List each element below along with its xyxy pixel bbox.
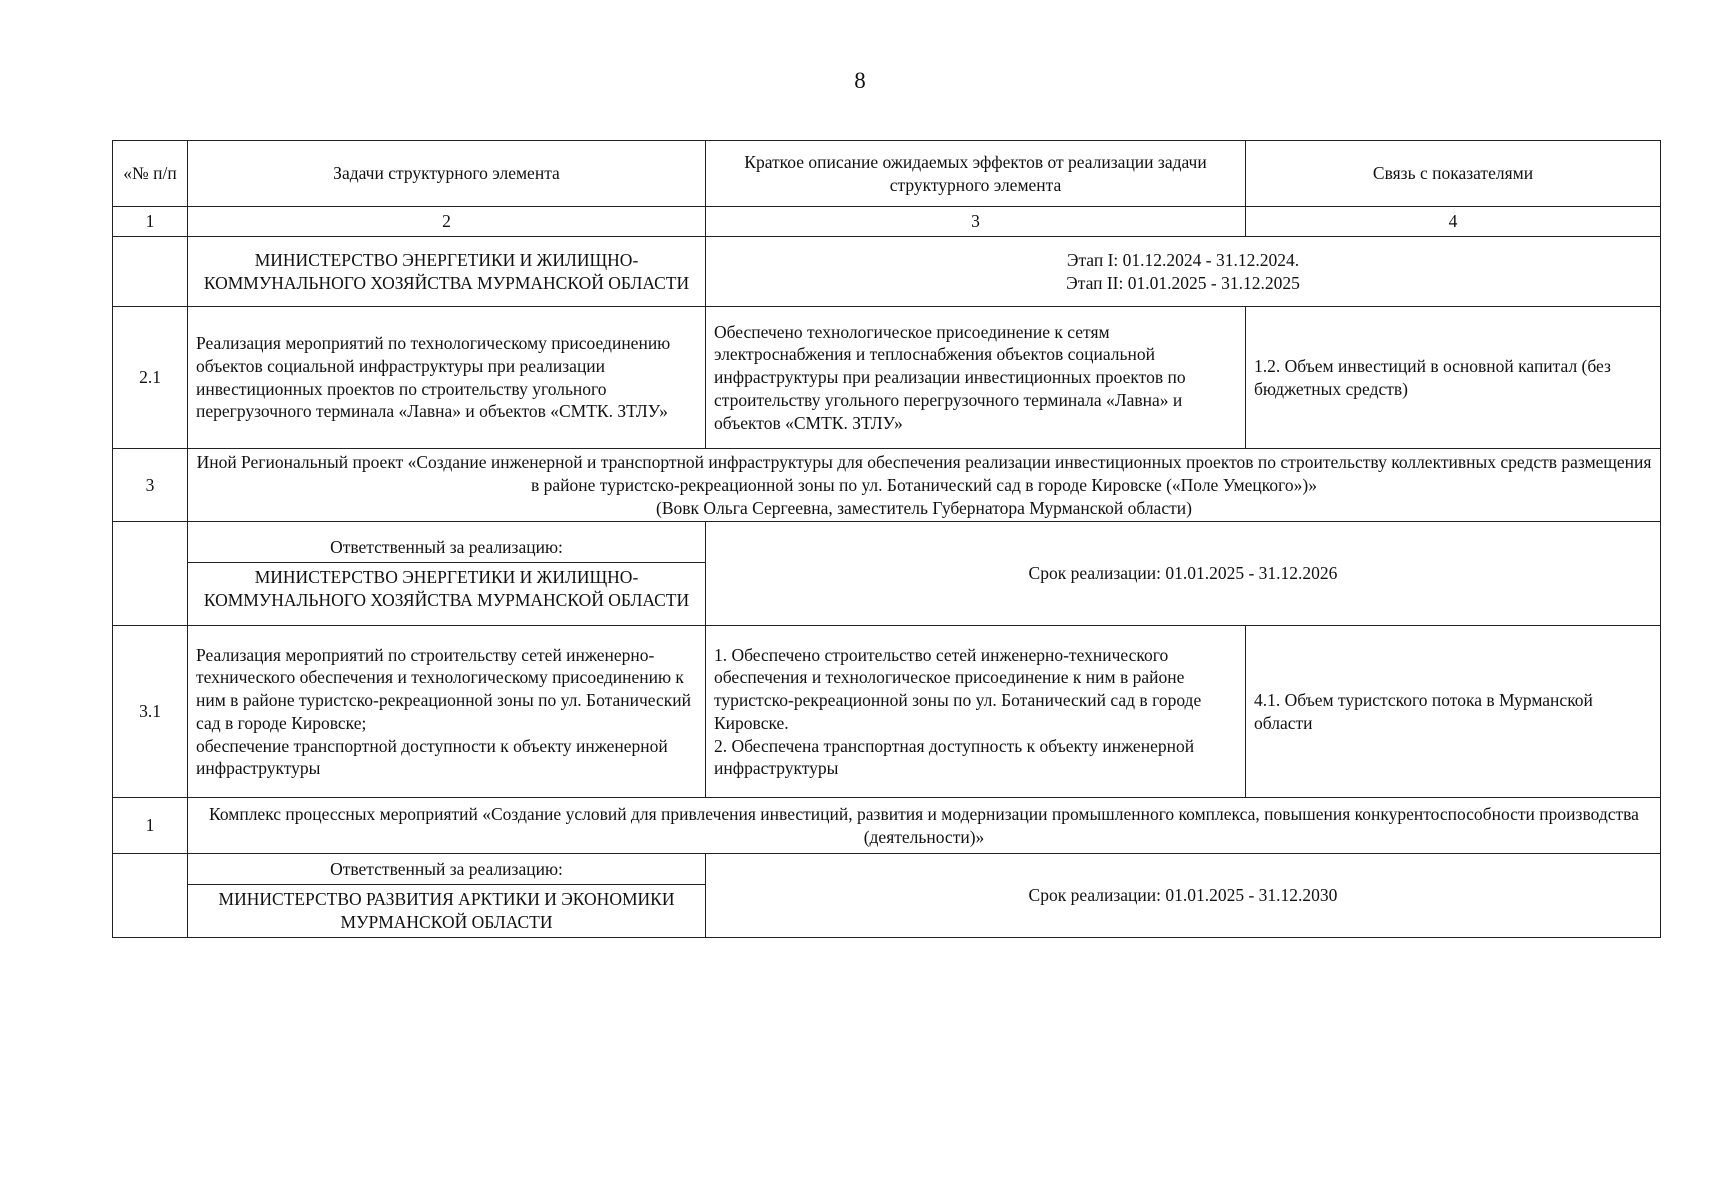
table-header-row — [113, 141, 1661, 207]
effect-cell — [706, 626, 1246, 798]
empty-number-cell — [113, 237, 188, 307]
term-cell: Срок реализации: 01.01.2025 - 31.12.2030 — [706, 854, 1661, 938]
task-line: обеспечение транспортной доступности к объекту инженерной инфраструктуры — [196, 735, 668, 779]
column-number: 3 — [706, 207, 1246, 237]
responsible-label: Ответственный за реализацию: — [188, 855, 705, 885]
indicator-cell: 1.2. Объем инвестиций в основной капитал (без бюджетных средств) — [1246, 307, 1661, 449]
row-number: 1 — [113, 798, 188, 854]
header-number-cell: «№ п/п — [113, 141, 188, 207]
section-row — [113, 237, 1661, 307]
stage-2: Этап II: 01.01.2025 - 31.12.2025 — [1066, 272, 1300, 293]
stages-cell — [706, 237, 1661, 307]
complex-row — [113, 798, 1661, 854]
responsible-cell — [188, 522, 706, 626]
empty-number-cell — [113, 522, 188, 626]
header-effects-cell: Краткое описание ожидаемых эффектов от реализации задачи структурного элемента — [706, 141, 1246, 207]
project-row — [113, 449, 1661, 522]
page-number: 8 — [854, 68, 866, 93]
column-number: 1 — [113, 207, 188, 237]
responsible-cell — [188, 854, 706, 938]
effect-line: 1. Обеспечено строительство сетей инженерно-технического обеспечения и технологическое присоединение к ним в районе туристско-рекреационной зоны по ул. Ботанический сад в городе Кировске. — [714, 644, 1202, 733]
row-number: 2.1 — [113, 307, 188, 449]
section-row — [113, 522, 1661, 626]
table-row — [113, 307, 1661, 449]
header-indicators-cell: Связь с показателями — [1246, 141, 1661, 207]
column-number: 2 — [188, 207, 706, 237]
task-cell — [188, 626, 706, 798]
column-number: 4 — [1246, 207, 1661, 237]
empty-number-cell — [113, 854, 188, 938]
row-number: 3 — [113, 449, 188, 522]
ministry-name: МИНИСТЕРСТВО ЭНЕРГЕТИКИ И ЖИЛИЩНО-КОММУНАЛЬНОГО ХОЗЯЙСТВА МУРМАНСКОЙ ОБЛАСТИ — [203, 566, 690, 610]
structural-elements-table — [112, 140, 1661, 938]
task-cell: Реализация мероприятий по технологическому присоединению объектов социальной инфраструктуры при реализации инвестиционных проектов по строительству угольного перегрузочного терминала «Лавна» и объектов «СМТК. ЗТЛУ» — [188, 307, 706, 449]
ministry-name: МИНИСТЕРСТВО РАЗВИТИЯ АРКТИКИ И ЭКОНОМИКИ МУРМАНСКОЙ ОБЛАСТИ — [218, 888, 675, 932]
row-number: 3.1 — [113, 626, 188, 798]
stage-1: Этап I: 01.12.2024 - 31.12.2024. — [1066, 249, 1300, 270]
ministry-cell: МИНИСТЕРСТВО ЭНЕРГЕТИКИ И ЖИЛИЩНО-КОММУНАЛЬНОГО ХОЗЯЙСТВА МУРМАНСКОЙ ОБЛАСТИ — [188, 237, 706, 307]
term-cell: Срок реализации: 01.01.2025 - 31.12.2026 — [706, 522, 1661, 626]
section-row — [113, 854, 1661, 938]
project-title: Иной Региональный проект «Создание инженерной и транспортной инфраструктуры для обеспечения реализации инвестиционных проектов по строительству коллективных средств размещения в районе туристско-рекреационной зоны по ул. Ботанический сад в городе Кировске («Поле Умецкого»)» — [196, 452, 1652, 495]
complex-title-cell: Комплекс процессных мероприятий «Создание условий для привлечения инвестиций, развития и модернизации промышленного комплекса, повышения конкурентоспособности производства (деятельности)» — [188, 798, 1661, 854]
effect-line: 2. Обеспечена транспортная доступность к объекту инженерной инфраструктуры — [714, 735, 1195, 779]
column-numbers-row — [113, 207, 1661, 237]
effect-cell: Обеспечено технологическое присоединение к сетям электроснабжения и теплоснабжения объектов социальной инфраструктуры при реализации инвестиционных проектов по строительству угольного перегрузочного терминала «Лавна» и объектов «СМТК. ЗТЛУ» — [706, 307, 1246, 449]
project-title-cell — [188, 449, 1661, 522]
table-row — [113, 626, 1661, 798]
project-curator: (Вовк Ольга Сергеевна, заместитель Губернатора Мурманской области) — [656, 497, 1192, 518]
indicator-cell: 4.1. Объем туристского потока в Мурманской области — [1246, 626, 1661, 798]
header-tasks-cell: Задачи структурного элемента — [188, 141, 706, 207]
task-line: Реализация мероприятий по строительству сетей инженерно-технического обеспечения и технологическому присоединению к ним в районе туристско-рекреационной зоны по ул. Ботанический сад в городе Кировске; — [196, 644, 691, 733]
responsible-label: Ответственный за реализацию: — [188, 533, 705, 563]
